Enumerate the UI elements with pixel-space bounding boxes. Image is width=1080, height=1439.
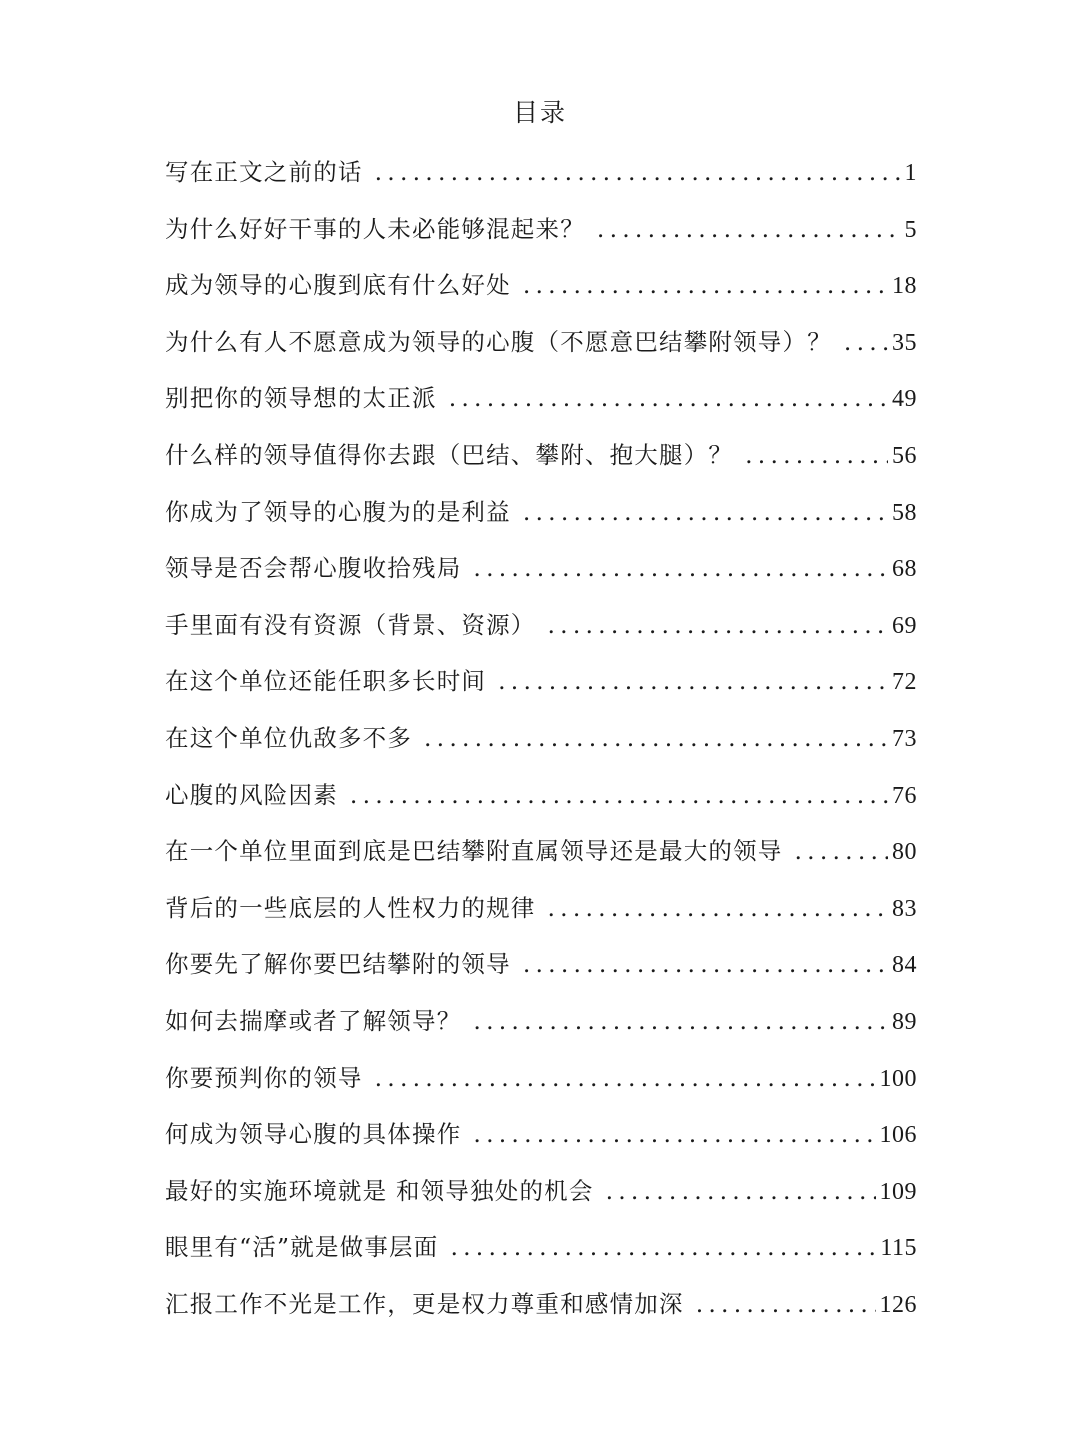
toc-entry[interactable] (165, 1114, 917, 1171)
dot-leader (473, 1114, 875, 1154)
dot-leader (795, 831, 889, 871)
toc-entry-title: 你要先了解你要巴结攀附的领导 (165, 950, 511, 979)
toc-entry-page: 89 (892, 1008, 917, 1035)
toc-entry-title: 在这个单位仇敌多不多 (165, 723, 412, 752)
toc-heading: 目录 (512, 98, 567, 127)
toc-entry-page: 58 (892, 499, 917, 526)
dot-leader (450, 1227, 876, 1267)
toc-entry[interactable] (165, 1171, 917, 1228)
toc-entry-page: 56 (892, 442, 917, 469)
toc-entry-title: 成为领导的心腹到底有什么好处 (165, 271, 511, 300)
dot-leader (449, 378, 888, 418)
toc-entry-page: 100 (879, 1065, 917, 1092)
toc-entry[interactable] (165, 435, 917, 492)
toc-entry[interactable] (165, 775, 917, 832)
toc-entry-title: 何成为领导心腹的具体操作 (165, 1120, 462, 1149)
toc-entry-title: 在这个单位还能任职多长时间 (165, 667, 487, 696)
dot-leader (745, 435, 888, 475)
toc-entry[interactable] (165, 605, 917, 662)
toc-entry-title: 背后的一些底层的人性权力的规律 (165, 893, 536, 922)
dot-leader (498, 661, 888, 701)
toc-entry[interactable] (165, 209, 917, 266)
toc-entry[interactable] (165, 265, 917, 322)
dot-leader (375, 1058, 876, 1098)
toc-entry-title: 如何去揣摩或者了解领导？ (165, 1006, 462, 1035)
toc-entry-page: 84 (892, 952, 917, 979)
toc-entry[interactable] (165, 1284, 917, 1341)
toc-entry-page: 80 (892, 839, 917, 866)
toc-entry[interactable] (165, 888, 917, 945)
toc-entry-title: 你成为了领导的心腹为的是利益 (165, 497, 511, 526)
dot-leader (473, 1001, 888, 1041)
toc-entry-page: 106 (879, 1122, 917, 1149)
toc-entry[interactable] (165, 492, 917, 549)
toc-entry-title: 什么样的领导值得你去跟（巴结、攀附、抱大腿）？ (165, 440, 734, 469)
dot-leader (597, 209, 901, 249)
toc-entry[interactable] (165, 661, 917, 718)
toc-entry-page: 126 (879, 1291, 917, 1318)
dot-leader (424, 718, 888, 758)
dot-leader (523, 492, 888, 532)
toc-entry[interactable] (165, 1058, 917, 1115)
toc-entry-page: 72 (892, 669, 917, 696)
toc-entry[interactable] (165, 831, 917, 888)
toc-entry[interactable] (165, 718, 917, 775)
toc-entry[interactable] (165, 1227, 917, 1284)
toc-entry-title: 手里面有没有资源（背景、资源） (165, 610, 536, 639)
toc-entry-title: 汇报工作不光是工作，更是权力尊重和感情加深 (165, 1289, 684, 1318)
toc-entry-page: 76 (892, 782, 917, 809)
toc-entry-page: 69 (892, 612, 917, 639)
toc-entry[interactable] (165, 1001, 917, 1058)
toc-entry-title: 为什么好好干事的人未必能够混起来？ (165, 214, 585, 243)
dot-leader (844, 322, 888, 362)
dot-leader (473, 548, 888, 588)
toc-entry-title: 你要预判你的领导 (165, 1063, 363, 1092)
toc-entry[interactable] (165, 378, 917, 435)
dot-leader (523, 944, 888, 984)
toc-entry-title: 心腹的风险因素 (165, 780, 338, 809)
dot-leader (548, 605, 889, 645)
toc-entry-page: 49 (892, 386, 917, 413)
dot-leader (523, 265, 888, 305)
toc-entry[interactable] (165, 322, 917, 379)
dot-leader (375, 152, 901, 192)
toc-entry-title: 眼里有“活”就是做事层面 (165, 1233, 439, 1262)
dot-leader (350, 775, 888, 815)
toc-entry-page: 68 (892, 556, 917, 583)
toc-entry-page: 1 (904, 160, 917, 186)
table-of-contents (165, 152, 917, 1340)
toc-entry[interactable] (165, 548, 917, 605)
toc-entry[interactable] (165, 152, 917, 209)
toc-entry-page: 18 (892, 273, 917, 300)
dot-leader (548, 888, 889, 928)
toc-entry-page: 115 (880, 1235, 917, 1262)
toc-entry-page: 83 (892, 895, 917, 922)
toc-entry-title: 领导是否会帮心腹收拾残局 (165, 554, 462, 583)
toc-entry-title: 为什么有人不愿意成为领导的心腹（不愿意巴结攀附领导）？ (165, 327, 832, 356)
toc-entry-title: 写在正文之前的话 (165, 158, 363, 186)
toc-entry-page: 73 (892, 725, 917, 752)
toc-entry-page: 109 (879, 1178, 917, 1205)
toc-entry-title: 在一个单位里面到底是巴结攀附直属领导还是最大的领导 (165, 837, 783, 866)
toc-entry-page: 35 (892, 329, 917, 356)
toc-entry[interactable] (165, 944, 917, 1001)
dot-leader (606, 1171, 876, 1211)
dot-leader (696, 1284, 876, 1324)
toc-entry-title: 最好的实施环境就是 和领导独处的机会 (165, 1176, 594, 1205)
toc-entry-page: 5 (904, 216, 917, 243)
toc-entry-title: 别把你的领导想的太正派 (165, 384, 437, 413)
